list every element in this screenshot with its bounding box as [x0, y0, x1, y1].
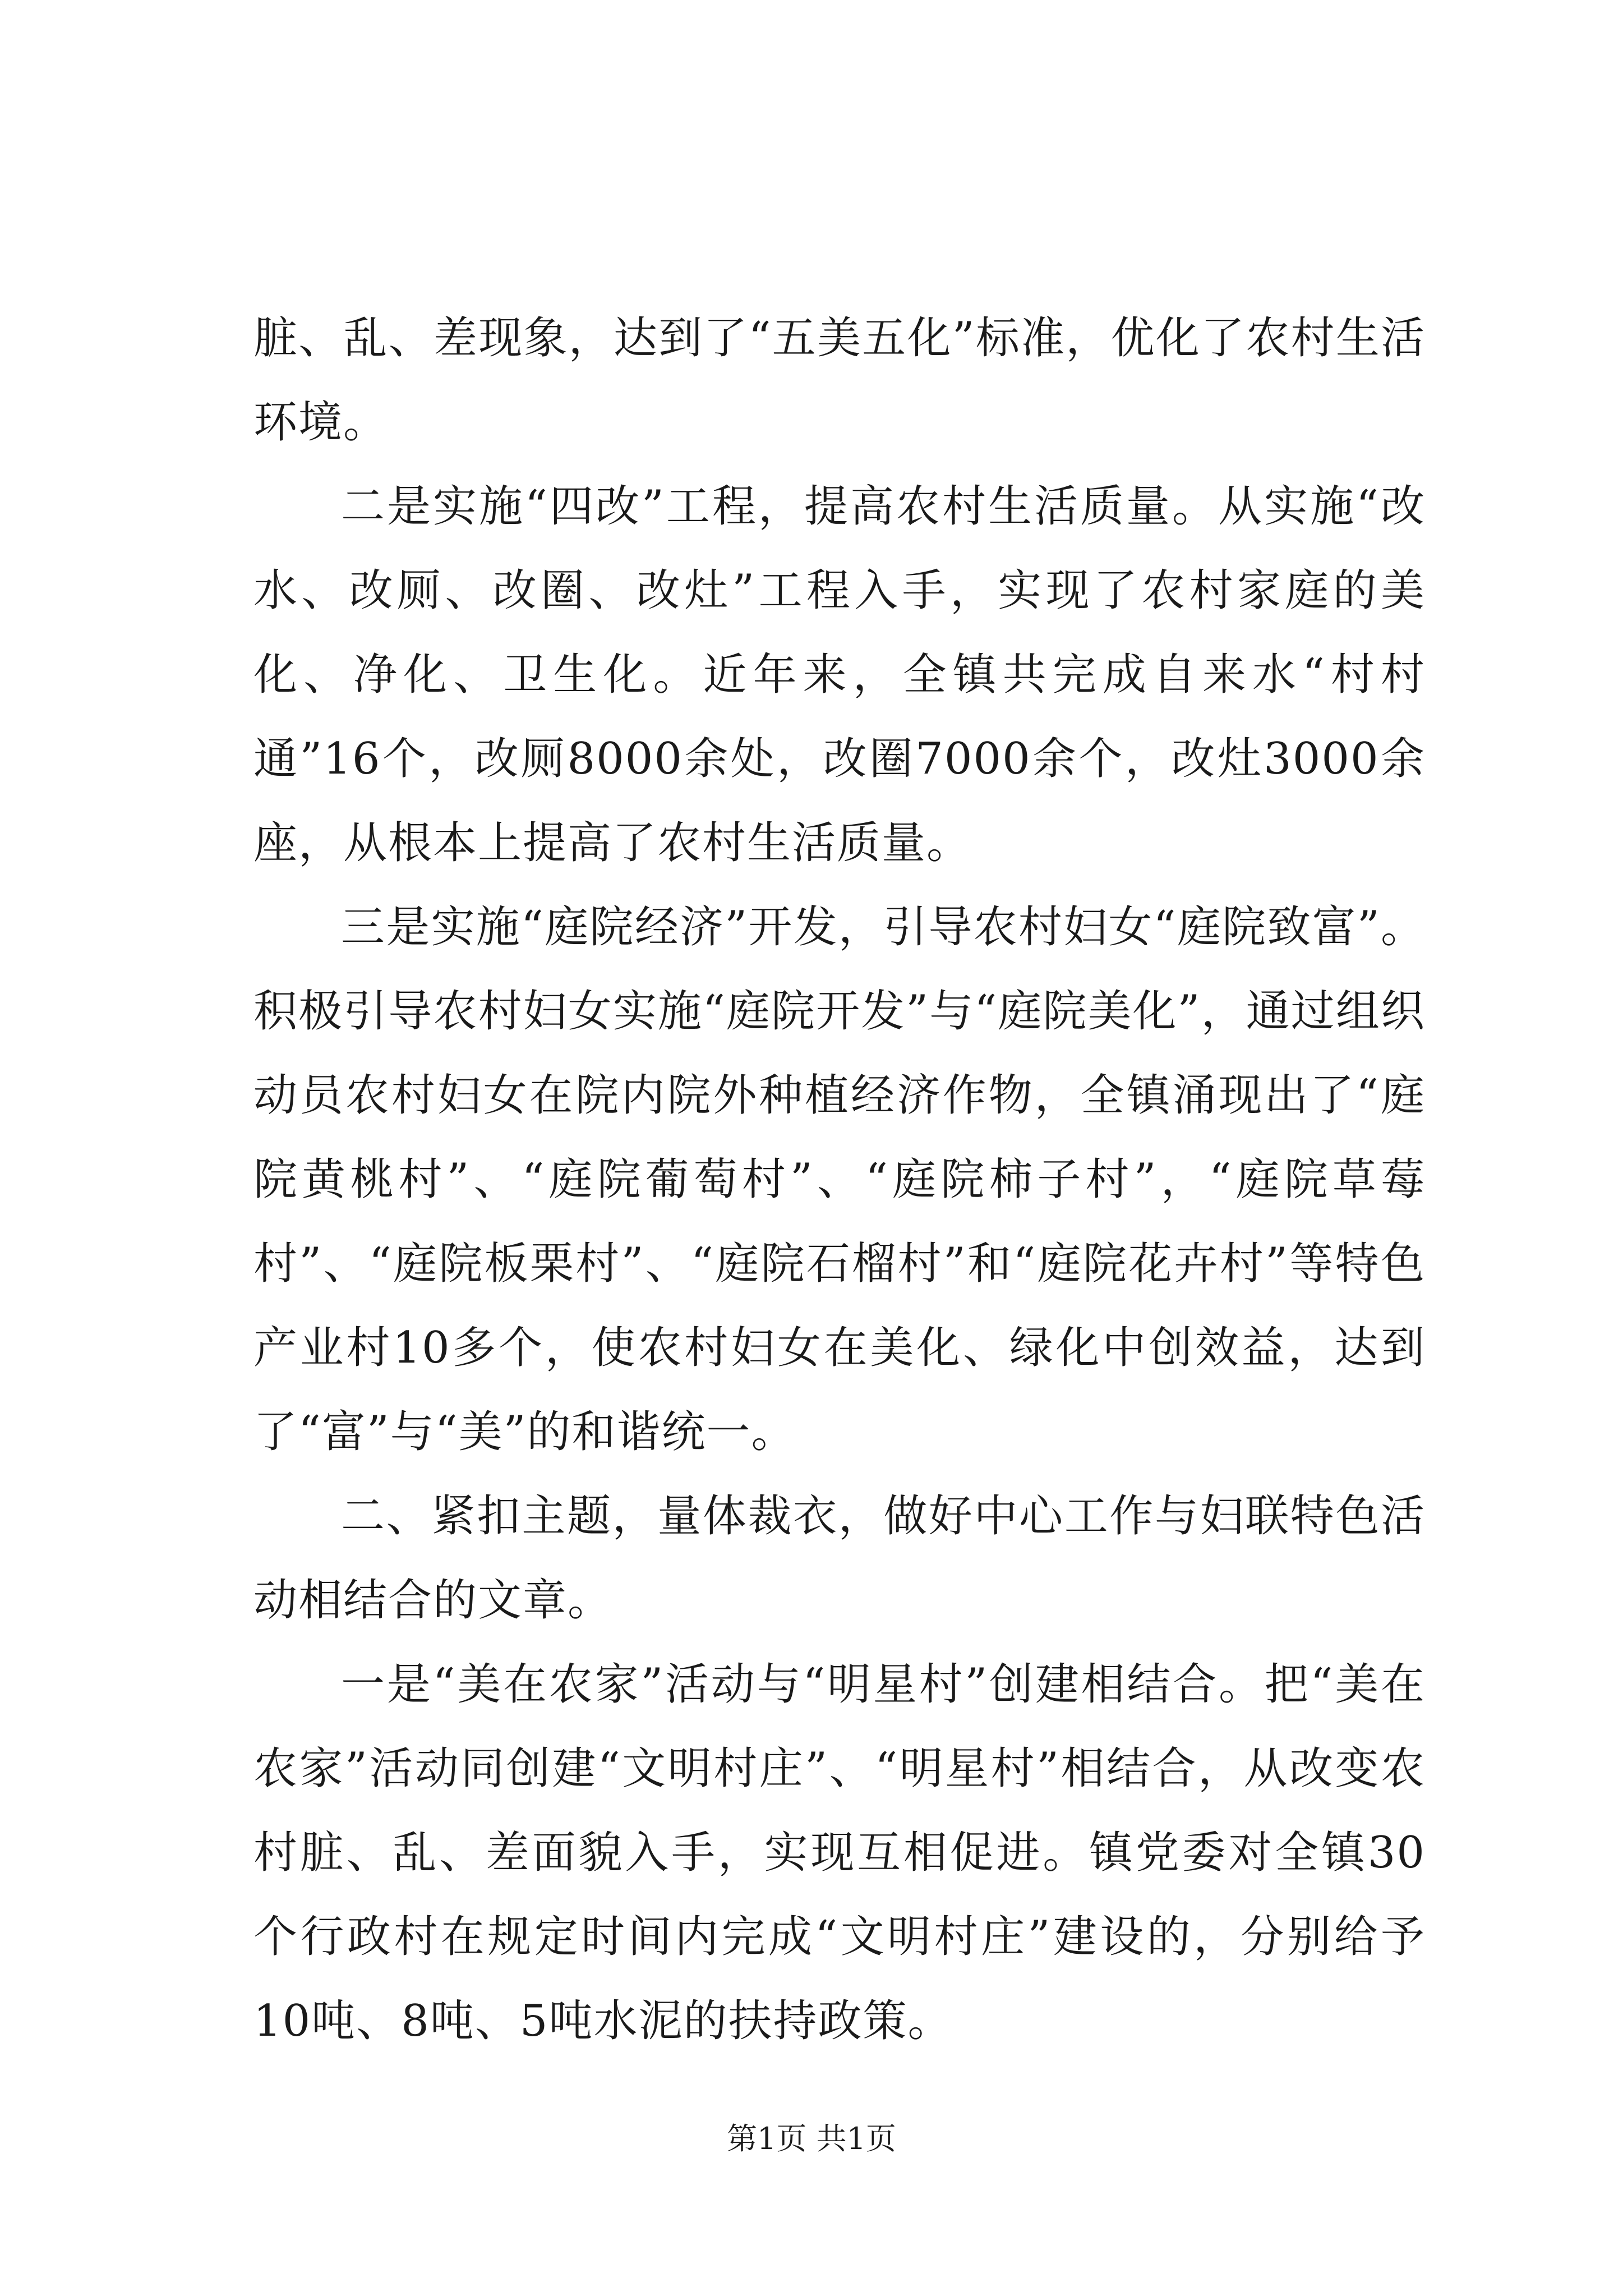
paragraph-courtyard-economy: 三是实施“庭院经济”开发，引导农村妇女“庭院致富”。积极引导农村妇女实施“庭院开发”与“庭院美化”，通过组织动员农村妇女在院内院外种植经济作物，全镇涌现出了“庭院黄桃村”、“庭院葡萄村”、“庭院柿子村”，“庭院草莓村”、“庭院板栗村”、“庭院石榴村”和“庭院花卉村”等特色产业村10多个，使农村妇女在美化、绿化中创效益，达到了“富”与“美”的和谐统一。 [253, 902, 1426, 1457]
page-footer: 第1页 共1页 [727, 2121, 896, 2156]
document-body [253, 296, 1426, 2063]
paragraph-star-village: 一是“美在农家”活动与“明星村”创建相结合。把“美在农家”活动同创建“文明村庄”、“明星村”相结合，从改变农村脏、乱、差面貌入手，实现互相促进。镇党委对全镇30个行政村在规定时间内完成“文明村庄”建设的，分别给予10吨、8吨、5吨水泥的扶持政策。 [253, 1659, 1426, 2046]
paragraph-continuation: 脏、乱、差现象，达到了“五美五化”标准，优化了农村生活环境。 [253, 313, 1426, 448]
paragraph-four-reforms: 二是实施“四改”工程，提高农村生活质量。从实施“改水、改厕、改圈、改灶”工程入手，实现了农村家庭的美化、净化、卫生化。近年来，全镇共完成自来水“村村通”16个，改厕8000余处，改圈7000余个，改灶3000余座，从根本上提高了农村生活质量。 [253, 481, 1426, 868]
paragraph-section-two-heading: 二、紧扣主题，量体裁衣，做好中心工作与妇联特色活动相结合的文章。 [253, 1491, 1426, 1626]
